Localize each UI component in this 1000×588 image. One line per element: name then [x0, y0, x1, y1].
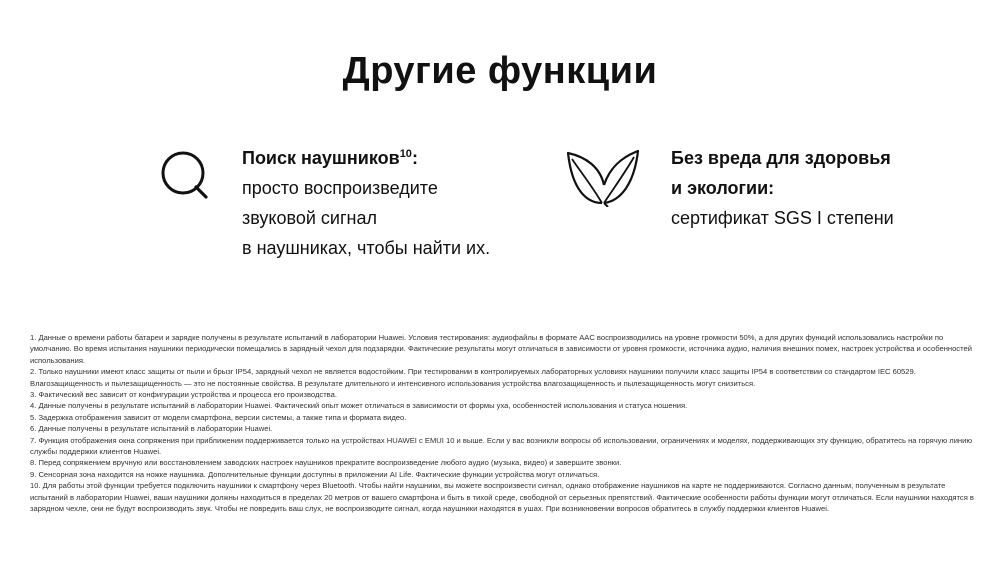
page-title: Другие функции — [342, 50, 658, 92]
leaves-icon — [564, 145, 644, 209]
feature-eco-text — [671, 143, 894, 233]
footnote-2: 2. Только наушники имеют класс защиты от пыли и брызг IP54, зарядный чехол не является водостойким. При тестировании в контролируемых лабораторных условиях наушники получили класс защиты IP54 в соответствии со стандартом IEC 60529. Влагозащищенность и пылезащищенность — это не постоянные свойства. В результате длительного и интенсивного использования устройства влагозащищенность и пылезащищенность могут снизиться. — [30, 367, 916, 388]
footnote-10: 10. Для работы этой функции требуется подключить наушники к смартфону через Bluetooth. Чтобы найти наушники, вы можете воспроизвести сигнал, однако отображение наушников на карте не поддерживаются. Согласно данным, полученным в результате испытаний в лаборатории Huawei, ваши наушники должны находиться в пределах 20 метров от вашего смартфона и быть в тихой среде, свободной от серьезных препятствий. Фактические особенности работы функции могут отличаться. Если наушники находятся в зарядном чехле, они не будут воспроизводить звук. Чтобы не повредить ваш слух, не воспроизводите сигнал, когда наушники находятся в ушах. При возникновении вопросов обратитесь в службу поддержки клиентов Huawei. — [30, 481, 974, 514]
feature-find-line-1: просто воспроизведите — [242, 178, 438, 198]
feature-find-heading: Поиск наушников$^{10}$: — [242, 148, 418, 168]
footnotes — [30, 332, 980, 515]
feature-find-text — [242, 143, 490, 263]
feature-find-line-2: звуковой сигнал — [242, 208, 378, 228]
footnote-9: 9. Сенсорная зона находится на ножке наушника. Дополнительные функции доступны в приложении AI Life. Фактические функции устройства могут отличаться. — [30, 469, 600, 479]
feature-eco-heading-1: Без вреда для здоровья — [671, 148, 891, 168]
feature-find-footnote-ref: 10 — [399, 148, 412, 160]
feature-eco-heading-2: и экологии: — [671, 178, 775, 198]
footnote-3: 3. Фактический вес зависит от конфигурации устройства и процесса его производства. — [30, 390, 337, 400]
footnote-8: 8. Перед сопряжением вручную или восстановлением заводских настроек наушников прекратите воспроизведение любого аудио (музыка, видео) и завершите звонки. — [30, 458, 622, 468]
feature-find-earphones — [156, 143, 490, 263]
footnote-5: 5. Задержка отображения зависит от модели смартфона, версии системы, а также типа и формата видео. — [30, 412, 407, 422]
feature-eco-line-1: сертификат SGS I степени — [671, 208, 894, 228]
footnote-7: 7. Функция отображения окна сопряжения при приближении поддерживается только на устройствах HUAWEI с EMUI 10 и выше. Если у вас возникли вопросы об использовании, ограничениях и моделях, поддерживающих эту функцию, обратитесь на горячую линию службы поддержки клиентов Huawei. — [30, 435, 973, 457]
feature-find-line-3: в наушниках, чтобы найти их. — [242, 238, 491, 258]
feature-eco-safety — [564, 143, 894, 233]
footnote-6: 6. Данные получены в результате испытаний в лаборатории Huawei. — [30, 424, 273, 434]
search-icon — [156, 145, 220, 209]
footnote-4: 4. Данные получены в результате испытаний в лаборатории Huawei. Фактический опыт может отличаться в зависимости от формы уха, особенностей использования и статуса ношения. — [30, 401, 688, 411]
footnote-1: 1. Данные о времени работы батареи и зарядке получены в результате испытаний в лаборатории Huawei. Условия тестирования: аудиофайлы в формате AAC воспроизводились на уровне громкости 50%, а для других функций использовались настройки по умолчанию. Во время испытания наушники периодически помещались в зарядный чехол для подзарядки. Фактические результаты могут отличаться в зависимости от уровня громкости, источника аудио, наличия внешних помех, настроек устройства и особенностей использования. — [30, 333, 972, 365]
